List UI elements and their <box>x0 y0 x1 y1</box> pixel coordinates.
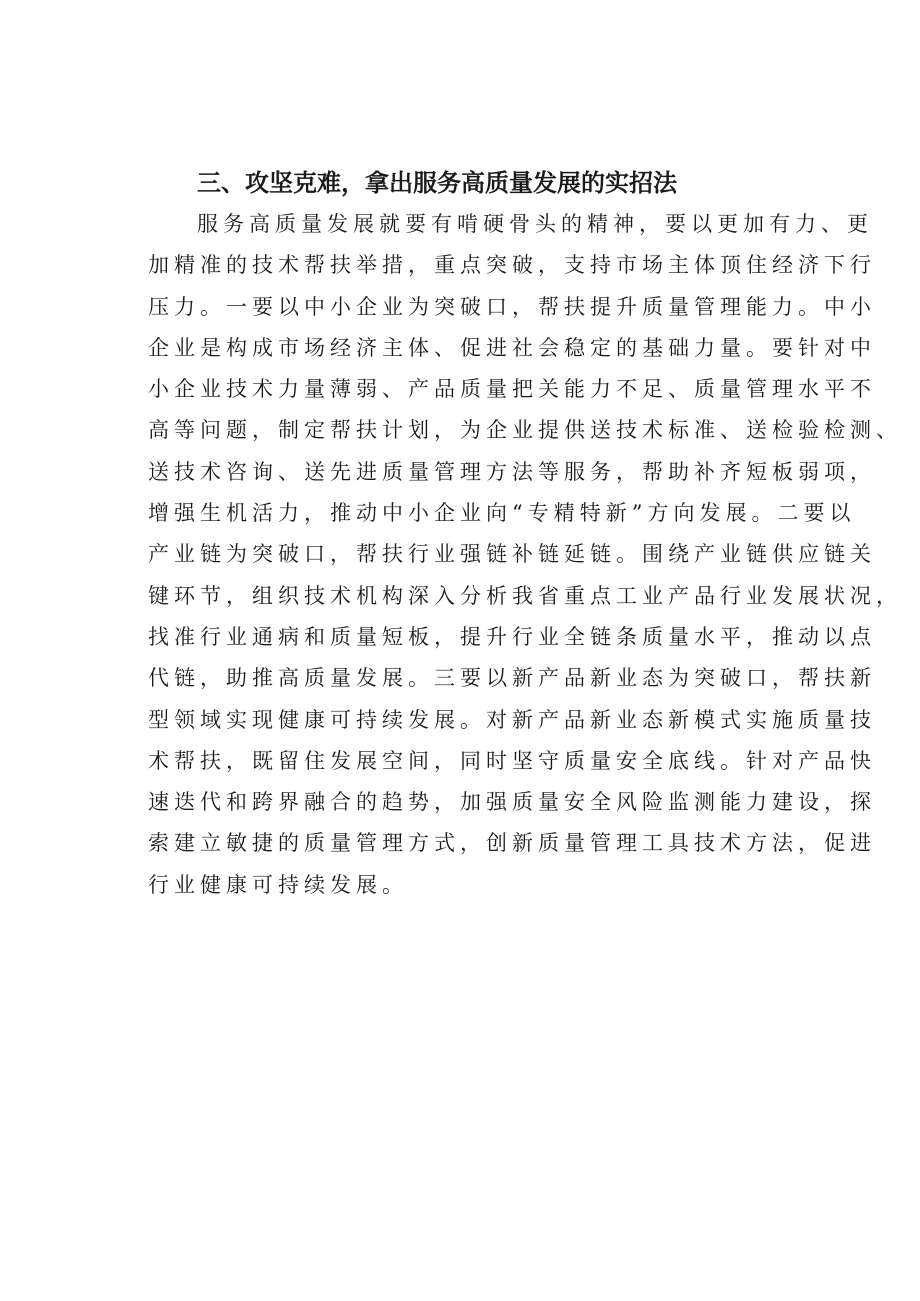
body-line: 索建立敏捷的质量管理方式，创新质量管理工具技术方法，促进 <box>148 831 876 856</box>
body-line: 术帮扶，既留住发展空间，同时坚守质量安全底线。针对产品快 <box>148 748 876 773</box>
section-body <box>148 204 902 906</box>
body-line: 找准行业通病和质量短板，提升行业全链条质量水平，推动以点 <box>148 624 876 649</box>
body-line: 增强生机活力，推动中小企业向“专精特新”方向发展。二要以 <box>148 501 856 526</box>
body-line: 键环节，组织技术机构深入分析我省重点工业产品行业发展状况， <box>148 583 902 608</box>
body-line: 产业链为突破口，帮扶行业强链补链延链。围绕产业链供应链关 <box>148 542 876 567</box>
body-line: 企业是构成市场经济主体、促进社会稳定的基础力量。要针对中 <box>148 335 876 360</box>
body-line: 送技术咨询、送先进质量管理方法等服务，帮助补齐短板弱项， <box>148 459 876 484</box>
body-line: 压力。一要以中小企业为突破口，帮扶提升质量管理能力。中小 <box>148 294 876 319</box>
body-line: 小企业技术力量薄弱、产品质量把关能力不足、质量管理水平不 <box>148 377 876 402</box>
body-line: 型领域实现健康可持续发展。对新产品新业态新模式实施质量技 <box>148 707 876 732</box>
body-line: 代链，助推高质量发展。三要以新产品新业态为突破口，帮扶新 <box>148 666 876 691</box>
body-line: 服务高质量发展就要有啃硬骨头的精神，要以更加有力、更 <box>197 212 873 236</box>
body-line: 行业健康可持续发展。 <box>148 872 408 897</box>
section-heading: 三、攻坚克难，拿出服务高质量发展的实招法 <box>197 169 677 197</box>
body-line: 加精准的技术帮扶举措，重点突破，支持市场主体顶住经济下行 <box>148 253 876 278</box>
body-line: 高等问题，制定帮扶计划，为企业提供送技术标准、送检验检测、 <box>148 418 902 443</box>
body-line: 速迭代和跨界融合的趋势，加强质量安全风险监测能力建设，探 <box>148 790 876 815</box>
